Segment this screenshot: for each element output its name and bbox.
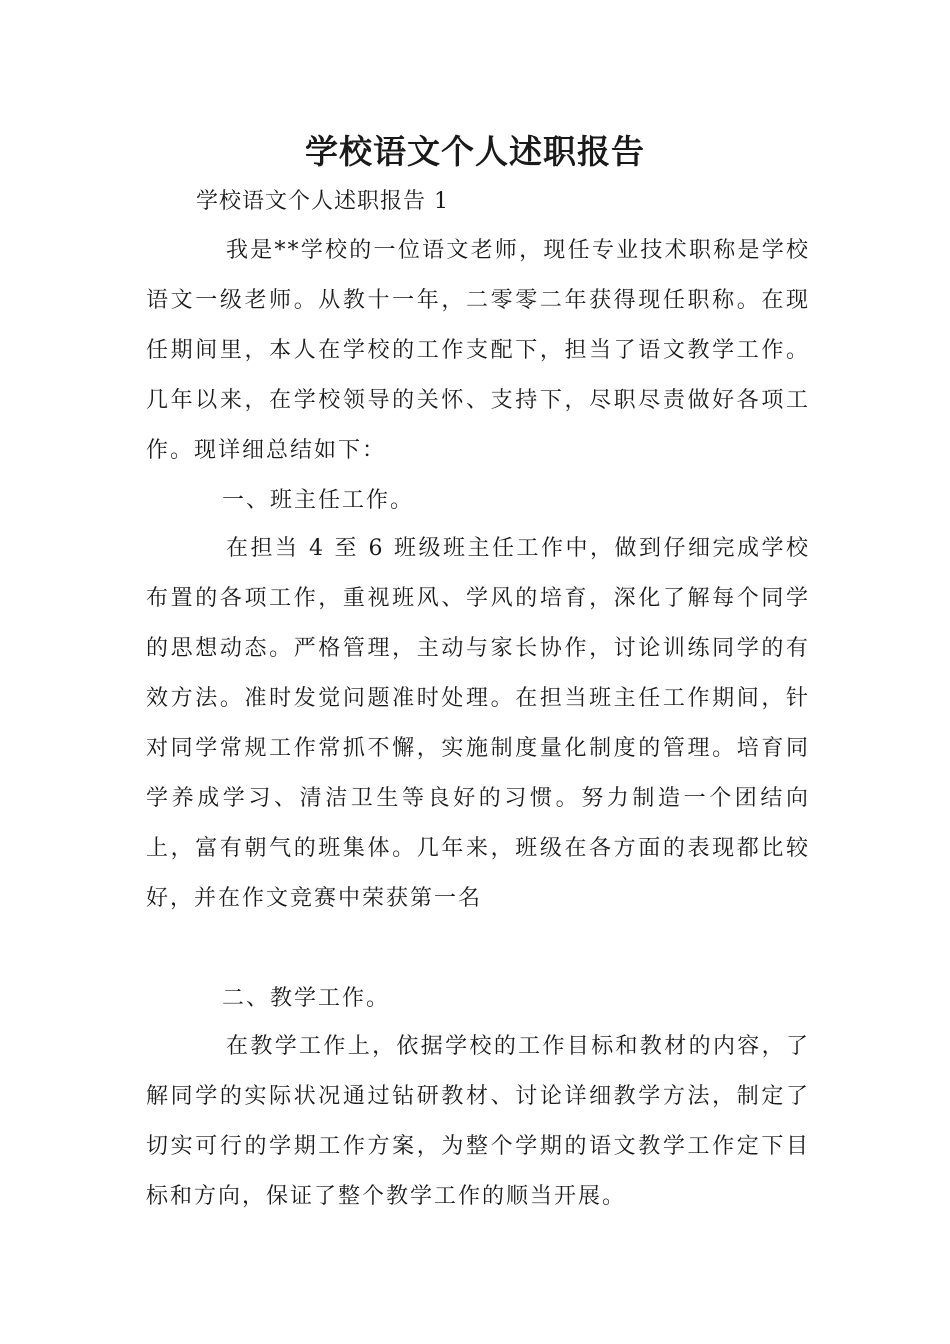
paragraph-teaching: 在教学工作上，依据学校的工作目标和教材的内容，了解同学的实际状况通过钻研教材、讨论详细教学方法，制定了切实可行的学期工作方案，为整个学期的语文教学工作定下目标和方向，保证了整个教学工作的顺当开展。 [146, 1034, 810, 1209]
section-heading-class-teacher: 一、班主任工作。 [222, 488, 415, 513]
section-heading-teaching: 二、教学工作。 [222, 986, 391, 1011]
paragraph-class-teacher: 在担当 4 至 6 班级班主任工作中，做到仔细完成学校布置的各项工作，重视班风、学风的培育，深化了解每个同学的思想动态。严格管理，主动与家长协作，讨论训练同学的有效方法。准时发觉问题准时处理。在担当班主任工作期间，针对同学常规工作常抓不懈，实施制度量化制度的管理。培育同学养成学习、清洁卫生等良好的习惯。努力制造一个团结向上，富有朝气的班集体。几年来，班级在各方面的表现都比较好，并在作文竞赛中荣获第一名 [146, 536, 810, 911]
paragraph-intro: 我是**学校的一位语文老师，现任专业技术职称是学校语文一级老师。从教十一年，二零零二年获得现任职称。在现任期间里，本人在学校的工作支配下，担当了语文教学工作。几年以来，在学校领导的关怀、支持下，尽职尽责做好各项工作。现详细总结如下： [146, 238, 810, 463]
document-title: 学校语文个人述职报告 [305, 132, 645, 171]
document-subtitle: 学校语文个人述职报告 1 [196, 189, 449, 214]
